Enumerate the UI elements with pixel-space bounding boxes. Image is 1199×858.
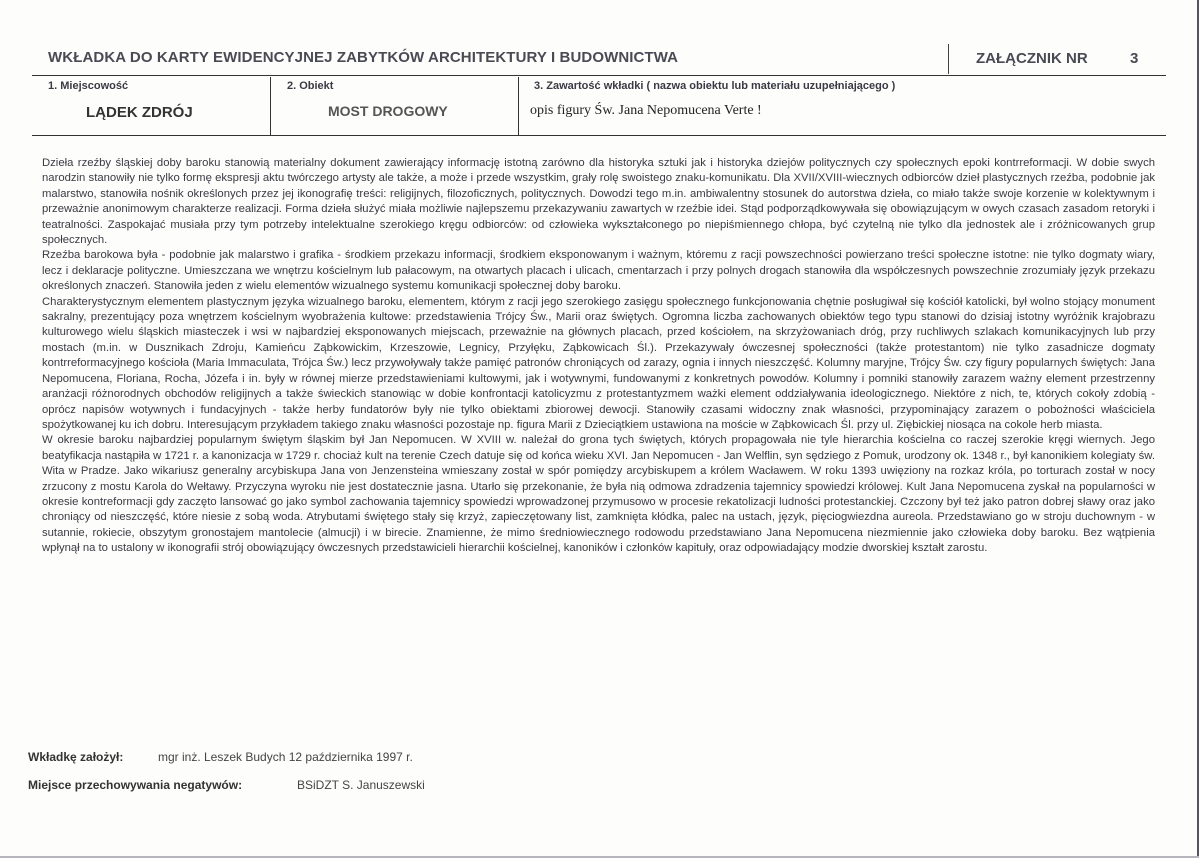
contents-label: 3. Zawartość wkładki ( nazwa obiektu lub materiału uzupełniającego ) (534, 80, 896, 92)
field-locality (32, 77, 270, 135)
field-object (270, 77, 519, 135)
author-value: mgr inż. Leszek Budych 12 października 1997 r. (158, 750, 413, 764)
author-line (28, 750, 413, 764)
paragraph: Charakterystycznym elementem plastycznym języka wizualnego baroku, elementem, którym z racji jego szerokiego zasięgu społecznego funkcjonowania chętnie posługiwał się kościół katolicki, był wolno stojący monument sakralny, prezentujący poza wnętrzem kościelnym wyobrażenia kultowe: przedstawienia Trójcy Św., Marii oraz świętych. Ogromna liczba zachowanych obiektów tego typu stanowi do dzisiaj istotny wyróżnik krajobrazu kulturowego wielu śląskich miasteczek i wsi w najbardziej eksponowanych miejscach, przeważnie na głównych placach, przed kościołem, na skrzyżowaniach dróg, przy ruchliwych szlakach komunikacyjnych lub przy mostach (m.in. w Dusznikach Zdroju, Kamieńcu Ząbkowickim, Krzeszowie, Legnicy, Przyłęku, Ząbkowicach Śl.). Przekazywały ówczesnej społeczności (także protestantom) nie tylko zasadnicze dogmaty kontrreformacyjnego kościoła (Maria Immaculata, Trójca Św.) lecz przywoływały także pamięć patronów chroniących od zarazy, ognia i innych nieszczęść. Kolumny maryjne, Trójcy Św. czy figury popularnych świętych: Jana Nepomucena, Floriana, Rocha, Józefa i in. były w równej mierze przedstawieniami kultowymi, jak i wotywnymi, fundowanymi z konkretnych powodów. Kolumny i pomniki stanowiły zarazem ważny element przestrzenny aranżacji różnorodnych obchodów religijnych a także świeckich stanowiąc w dobie konfrontacji katolicyzmu z protestantyzmem ważki element oddziaływania ideologicznego. Niektóre z nich, te, których cokoły zdobią - oprócz napisów wotywnych i fundacyjnych - także herby fundatorów były nie tylko obiektami zbiorowej dewocji. Stanowiły czasami widoczny znak własności, przypominający zarazem o pobożności właściciela spożytkowanej ku ich dobru. Interesującym przykładem takiego znaku własności pozostaje np. figura Marii z Dzieciątkiem ustawiona na moście w Ząbkowicach Śl. przy ul. Ziębickiej niosąca na cokole herb miasta. (42, 295, 1155, 431)
contents-value: opis figury Św. Jana Nepomucena Verte ! (530, 103, 762, 118)
negatives-value: BSiDZT S. Januszewski (297, 778, 425, 792)
description-text (42, 156, 1155, 557)
form-title: WKŁADKA DO KARTY EWIDENCYJNEJ ZABYTKÓW ARCHITEKTURY I BUDOWNICTWA (48, 49, 679, 66)
author-label: Wkładkę założył: (28, 750, 124, 764)
form-header (32, 44, 1166, 76)
paragraph: Rzeźba barokowa była - podobnie jak malarstwo i grafika - środkiem przekazu informacji, środkiem eksponowanym i ważnym, któremu z racji powszechności powierzano treści społeczne istotne: nie tylko dogmaty wiary, lecz i deklaracje polityczne. Umieszczana we wnętrzu kościelnym lub pałacowym, na otwartych placach i ulicach, cmentarzach i przy polnych drogach stanowiła dla współczesnych powszechnie zrozumiały język przekazu określonych znaczeń. Stanowiła jeden z wielu elementów wizualnego systemu komunikacji społecznej doby baroku. (42, 249, 1155, 293)
negatives-line (28, 778, 425, 792)
paragraph: Dzieła rzeźby śląskiej doby baroku stanowią materialny dokument zawierający informację istotną zarówno dla historyka sztuki jak i historyka dziejów politycznych czy społecznych epoki kontrreformacji. W dobie swych narodzin stanowiły nie tylko formę ekspresji aktu twórczego artysty ale także, a może i przede wszystkim, grały rolę swoistego znaku-komunikatu. Dla XVII/XVIII-wiecznych odbiorców dzieł plastycznych rzeźba, podobnie jak malarstwo, stanowiła nośnik określonych przez jej ikonografię treści: religijnych, filozoficznych, politycznych. Dowodzi tego m.in. ambiwalentny stosunek do autorstwa dzieła, co miało także swoje korzenie w kolektywnym i przeważnie anonimowym charakterze realizacji. Forma dzieła służyć miała możliwie najlepszemu przekazywaniu zawartych w rzeźbie idei. Stąd podporządkowywała się obowiązującym w owych czasach zasadom retoryki i teatralności. Zaspokajać musiała przy tym potrzeby intelektualne szerokiego kręgu odbiorców: od człowieka wykształconego po niepiśmiennego chłopa, być czytelną nie tylko dla jednostek ale i zróżnicowanych grup społecznych. (42, 157, 1155, 247)
paragraph: W okresie baroku najbardziej popularnym świętym śląskim był Jan Nepomucen. W XVIII w. należał do grona tych świętych, których propagowała nie tyle hierarchia kościelna co raczej szerokie kręgi wiernych. Jego beatyfikacja nastąpiła w 1721 r. a kanonizacja w 1729 r. chociaż kult na terenie Czech datuje się od końca wieku XVI. Jan Nepomucen - Jan Welflin, syn sędziego z Pomuk, urodzony ok. 1348 r., był kanonikiem kolegiaty św. Wita w Pradze. Jako wikariusz generalny arcybiskupa Jana von Jenzensteina wmieszany został w spór pomiędzy arcybiskupem a królem Wacławem. W roku 1393 uwięziony na rozkaz króla, po torturach został w nocy zrzucony z mostu Karola do Wełtawy. Przyczyna wyroku nie jest dostatecznie jasna. Utarło się przekonanie, że była nią odmowa zdradzenia tajemnicy spowiedzi królowej. Kult Jana Nepomucena zyskał na popularności w okresie kontreformacji gdy zaczęto lansować go jako symbol zachowania tajemnicy spowiedzi wprowadzonej przymusowo w procesie rekatolizacji ludności protestanckiej. Czczony był też jako patron dobrej sławy oraz jako chroniący od nieszczęść, które niesie z sobą woda. Atrybutami świętego stały się krzyż, zapieczętowany list, zamknięta kłódka, palec na ustach, język, pięciogwiezdna aureola. Przedstawiano go w stroju duchownym - w sutannie, rokiecie, obszytym gronostajem mantolecie (almucji) i w birecie. Znamienne, że mimo średniowiecznego rodowodu przedstawiano Jana Nepomucena niezmiennie jako człowieka doby baroku. Bez wątpienia wpłynął na to ustalony w ikonografii strój obowiązujący ówczesnych przedstawicieli hierarchii kościelnej, kanoników i członków kapituły, oraz odpowiadający modzie dworskiej kształt zarostu. (42, 434, 1155, 555)
object-label: 2. Obiekt (287, 80, 334, 92)
negatives-label: Miejsce przechowywania negatywów: (28, 778, 243, 792)
header-rule (32, 75, 1166, 76)
locality-label: 1. Miejscowość (48, 80, 129, 92)
attachment-label: ZAŁĄCZNIK NR (976, 50, 1088, 67)
header-divider (948, 44, 949, 74)
fields-rule (32, 135, 1166, 136)
locality-value: LĄDEK ZDRÓJ (86, 104, 193, 121)
object-value: MOST DROGOWY (328, 103, 448, 119)
field-contents (518, 77, 1167, 135)
attachment-number: 3 (1130, 50, 1139, 67)
